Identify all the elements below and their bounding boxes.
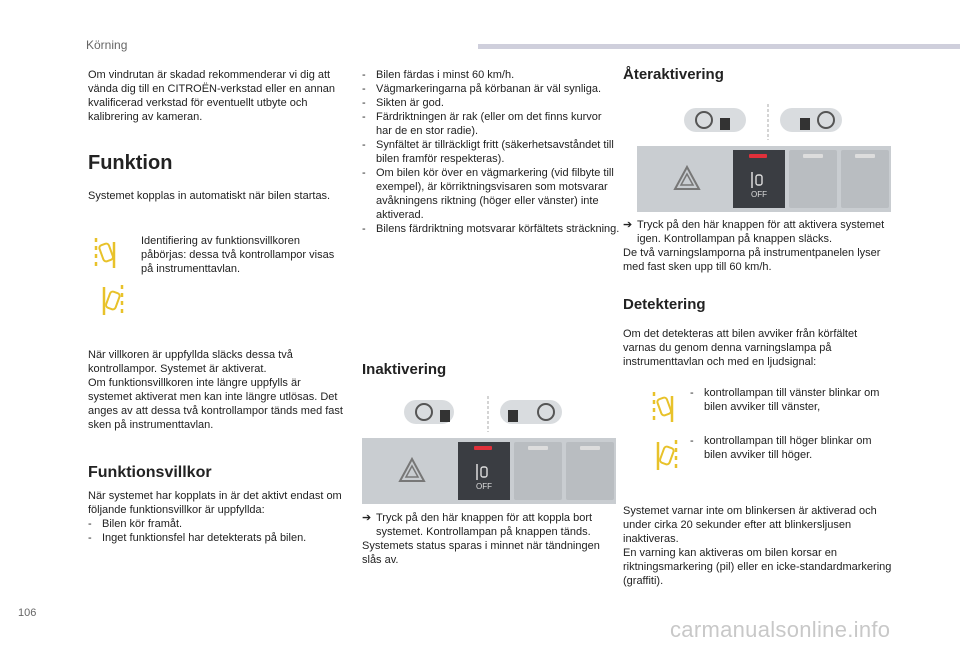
steering-assist-button[interactable]	[514, 442, 562, 500]
off-label: OFF	[751, 190, 767, 199]
funktion-title: Funktion	[88, 152, 173, 174]
list-item: - Synfältet är tillräckligt fritt (säkerhetsavståndet till bilen framför respekteras).	[362, 139, 614, 165]
road-sign-button[interactable]	[566, 442, 614, 500]
villkor-text: När villkoren är uppfyllda släcks dessa två kontrollampor. Systemet är aktiverat. Om funktionsvillkoren inte längre uppfylls är systemet aktiverat men kan inte längre utlösas. Det anges av att dessa två kontrollampor tänds med fast sken på instrumenttavlan.	[88, 349, 343, 431]
watermark: carmanualsonline.info	[670, 617, 891, 642]
steering-assist-button[interactable]	[789, 150, 837, 208]
hazard-icon	[398, 456, 426, 484]
button-panel-on	[637, 146, 891, 212]
hazard-icon	[673, 164, 701, 192]
status-led	[749, 154, 767, 158]
button-led	[580, 446, 600, 450]
button-led	[803, 154, 823, 158]
button-panel-off	[362, 438, 616, 504]
list-item: - Bilens färdriktning motsvarar körfältets sträckning.	[362, 223, 620, 235]
road-sign-button[interactable]	[841, 150, 889, 208]
inaktivering-bullet: ➔ Tryck på den här knappen för att koppla bort systemet. Kontrollampan på knappen tänds. Systemets status sparas i minnet när tändningen slås av.	[362, 512, 600, 566]
funktionsvillkor-intro: När systemet har kopplats in är det aktivt endast om följande funktionsvillkor är uppfyllda: - Bilen kör framåt. - Inget funktionsfel har detekterats på bilen.	[88, 489, 346, 545]
cluster-indicator-icon	[684, 104, 844, 140]
header-bar	[478, 44, 960, 49]
detektering-left: - kontrollampan till vänster blinkar om bilen avviker till vänster,	[690, 387, 880, 413]
funktionsvillkor-title: Funktionsvillkor	[88, 464, 212, 481]
cluster-indicator-icon	[404, 396, 564, 432]
ateraktivering-bullet: ➔ Tryck på den här knappen för att aktivera systemet igen. Kontrollampan på knappen släcks. De två varningslamporna på instrumentpanelen lyser med fast sken upp till 60 km/h.	[623, 219, 885, 273]
lane-departure-left-icon	[92, 236, 118, 272]
lane-car-icon	[475, 463, 491, 481]
page-number: 106	[18, 607, 37, 619]
intro-text: Om vindrutan är skadad rekommenderar vi dig att vända dig till en CITROËN-verkstad eller en annan kvalificerad verkstad för eventuellt utbyte och kalibrering av kameran.	[88, 69, 336, 123]
list-item: - Bilen kör framåt.	[88, 518, 183, 530]
list-item: - Vägmarkeringarna på körbanan är väl synliga.	[362, 83, 602, 95]
lane-departure-left-icon	[650, 390, 676, 426]
status-led	[474, 446, 492, 450]
lane-car-icon	[750, 171, 766, 189]
detektering-closing: Systemet varnar inte om blinkersen är aktiverad och under cirka 20 sekunder efter att blinkersljusen inaktiveras. En varning kan aktiveras om bilen korsar en riktningsmarkering (pil) eller en icke-standardmarkering (graffiti).	[623, 505, 892, 587]
funktion-text: Systemet kopplas in automatiskt när bilen startas.	[88, 190, 331, 202]
button-led	[855, 154, 875, 158]
ateraktivering-title: Återaktivering	[623, 66, 724, 83]
detektering-intro: Om det detekteras att bilen avviker från körfältet varnas du genom denna varningslampa på instrumenttavlan och med en ljudsignal:	[623, 328, 858, 368]
conditions-list	[362, 68, 620, 236]
lane-departure-right-icon	[100, 283, 126, 319]
detektering-title: Detektering	[623, 296, 706, 313]
lane-departure-right-icon	[654, 438, 680, 474]
list-item: - Sikten är god.	[362, 97, 444, 109]
inaktivering-title: Inaktivering	[362, 361, 447, 378]
off-label: OFF	[476, 482, 492, 491]
button-led	[528, 446, 548, 450]
section-label: Körning	[86, 38, 128, 52]
list-item: - Bilen färdas i minst 60 km/h.	[362, 69, 515, 81]
list-item: - Färdriktningen är rak (eller om det finns kurvor har de en stor radie).	[362, 111, 602, 137]
identifiering-text: Identifiering av funktionsvillkoren påbörjas: dessa två kontrollampor visas på instrumenttavlan.	[141, 235, 335, 275]
list-item: - Om bilen kör över en vägmarkering (vid filbyte till exempel), är körriktningsvisaren som motsvarar avåkningens riktning (höger eller vänster) inte aktiverad.	[362, 167, 614, 221]
list-item: - Inget funktionsfel har detekterats på bilen.	[88, 532, 307, 544]
detektering-right: - kontrollampan till höger blinkar om bilen avviker till höger.	[690, 435, 872, 461]
